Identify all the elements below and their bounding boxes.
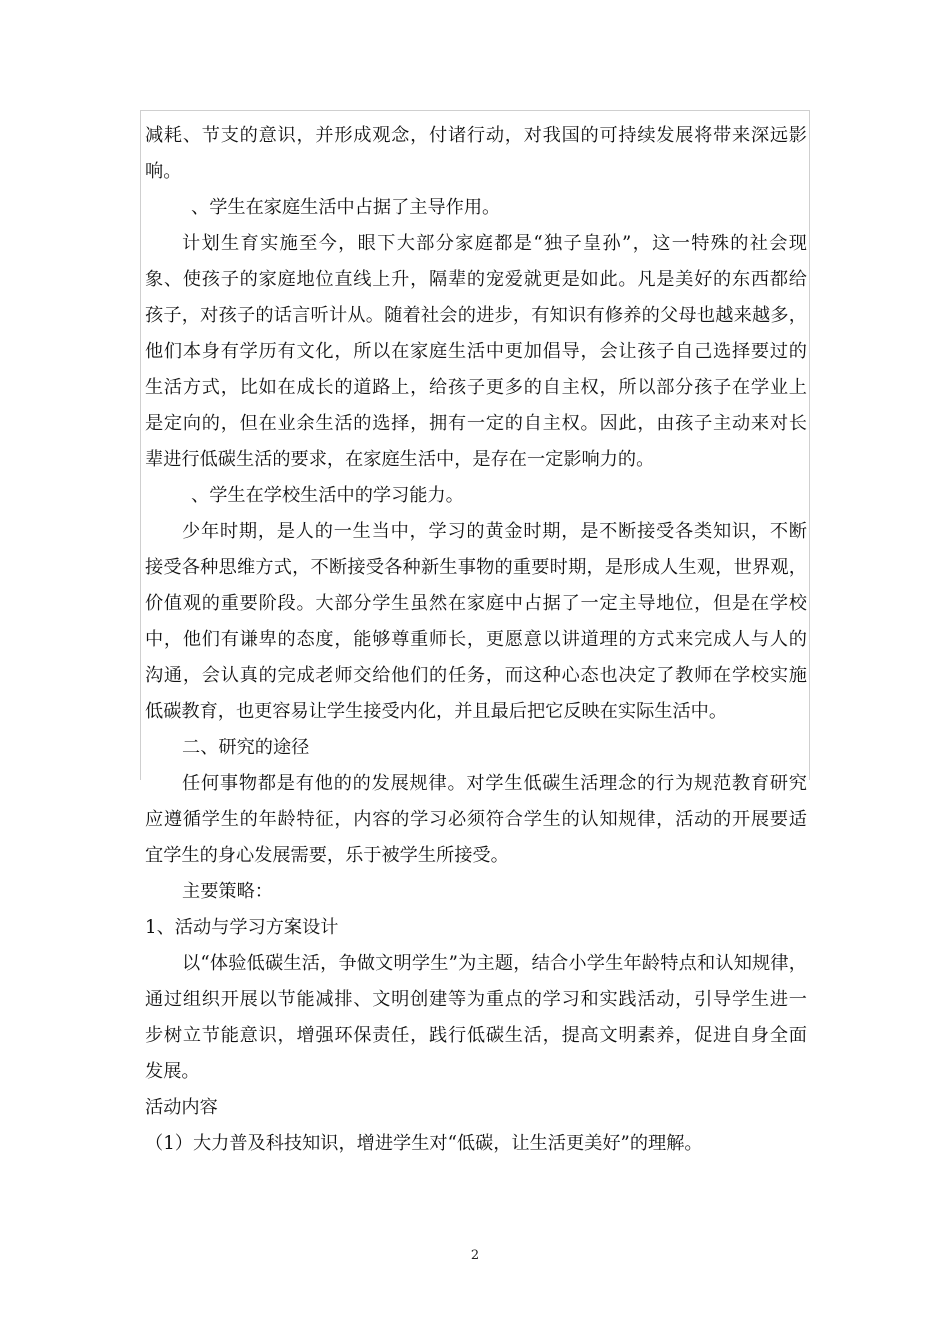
text-line: 响。 — [145, 161, 182, 182]
text-line: 应遵循学生的年龄特征，内容的学习必须符合学生的认知规律，活动的开展要适 — [145, 809, 807, 830]
text-line: 象、使孩子的家庭地位直线上升，隔辈的宠爱就更是如此。凡是美好的东西都给 — [145, 269, 807, 290]
page-number: 2 — [470, 1248, 480, 1263]
text-line: 以“体验低碳生活，争做文明学生”为主题，结合小学生年龄特点和认知规律， — [182, 953, 807, 974]
text-frame-right-border — [809, 110, 810, 780]
text-line: 、学生在家庭生活中占据了主导作用。 — [191, 197, 501, 218]
text-line: 通过组织开展以节能减排、文明创建等为重点的学习和实践活动，引导学生进一 — [145, 989, 807, 1010]
text-line: 计划生育实施至今，眼下大部分家庭都是“独子皇孙”，这一特殊的社会现 — [182, 233, 807, 254]
text-line: 任何事物都是有他的的发展规律。对学生低碳生活理念的行为规范教育研究 — [182, 773, 807, 794]
text-line: （1）大力普及科技知识，增进学生对“低碳，让生活更美好”的理解。 — [145, 1133, 703, 1154]
text-line: 价值观的重要阶段。大部分学生虽然在家庭中占据了一定主导地位，但是在学校 — [145, 593, 807, 614]
text-frame-left-border — [140, 110, 141, 780]
text-line: 发展。 — [145, 1061, 200, 1082]
text-line: 是定向的，但在业余生活的选择，拥有一定的自主权。因此，由孩子主动来对长 — [145, 413, 807, 434]
text-line: 1、活动与学习方案设计 — [145, 917, 339, 938]
text-line: 二、研究的途径 — [182, 737, 310, 758]
text-line: 、学生在学校生活中的学习能力。 — [191, 485, 464, 506]
text-frame-top-border — [140, 110, 810, 111]
text-line: 宜学生的身心发展需要，乐于被学生所接受。 — [145, 845, 509, 866]
text-line: 中，他们有谦卑的态度，能够尊重师长，更愿意以讲道理的方式来完成人与人的 — [145, 629, 807, 650]
document-body — [145, 118, 807, 1162]
text-line: 他们本身有学历有文化，所以在家庭生活中更加倡导，会让孩子自己选择要过的 — [145, 341, 807, 362]
text-line: 生活方式，比如在成长的道路上，给孩子更多的自主权，所以部分孩子在学业上 — [145, 377, 807, 398]
text-line: 接受各种思维方式，不断接受各种新生事物的重要时期，是形成人生观，世界观， — [145, 557, 807, 578]
text-line: 沟通，会认真的完成老师交给他们的任务，而这种心态也决定了教师在学校实施 — [145, 665, 807, 686]
text-line: 孩子，对孩子的话言听计从。随着社会的进步，有知识有修养的父母也越来越多， — [145, 305, 807, 326]
text-line: 辈进行低碳生活的要求，在家庭生活中，是存在一定影响力的。 — [145, 449, 655, 470]
text-line: 低碳教育，也更容易让学生接受内化，并且最后把它反映在实际生活中。 — [145, 701, 728, 722]
text-line: 减耗、节支的意识，并形成观念，付诸行动，对我国的可持续发展将带来深远影 — [145, 125, 807, 146]
text-line: 步树立节能意识，增强环保责任，践行低碳生活，提高文明素养，促进自身全面 — [145, 1025, 807, 1046]
text-line: 活动内容 — [145, 1097, 218, 1118]
text-line: 少年时期，是人的一生当中，学习的黄金时期，是不断接受各类知识，不断 — [182, 521, 807, 542]
text-line: 主要策略： — [182, 881, 273, 902]
